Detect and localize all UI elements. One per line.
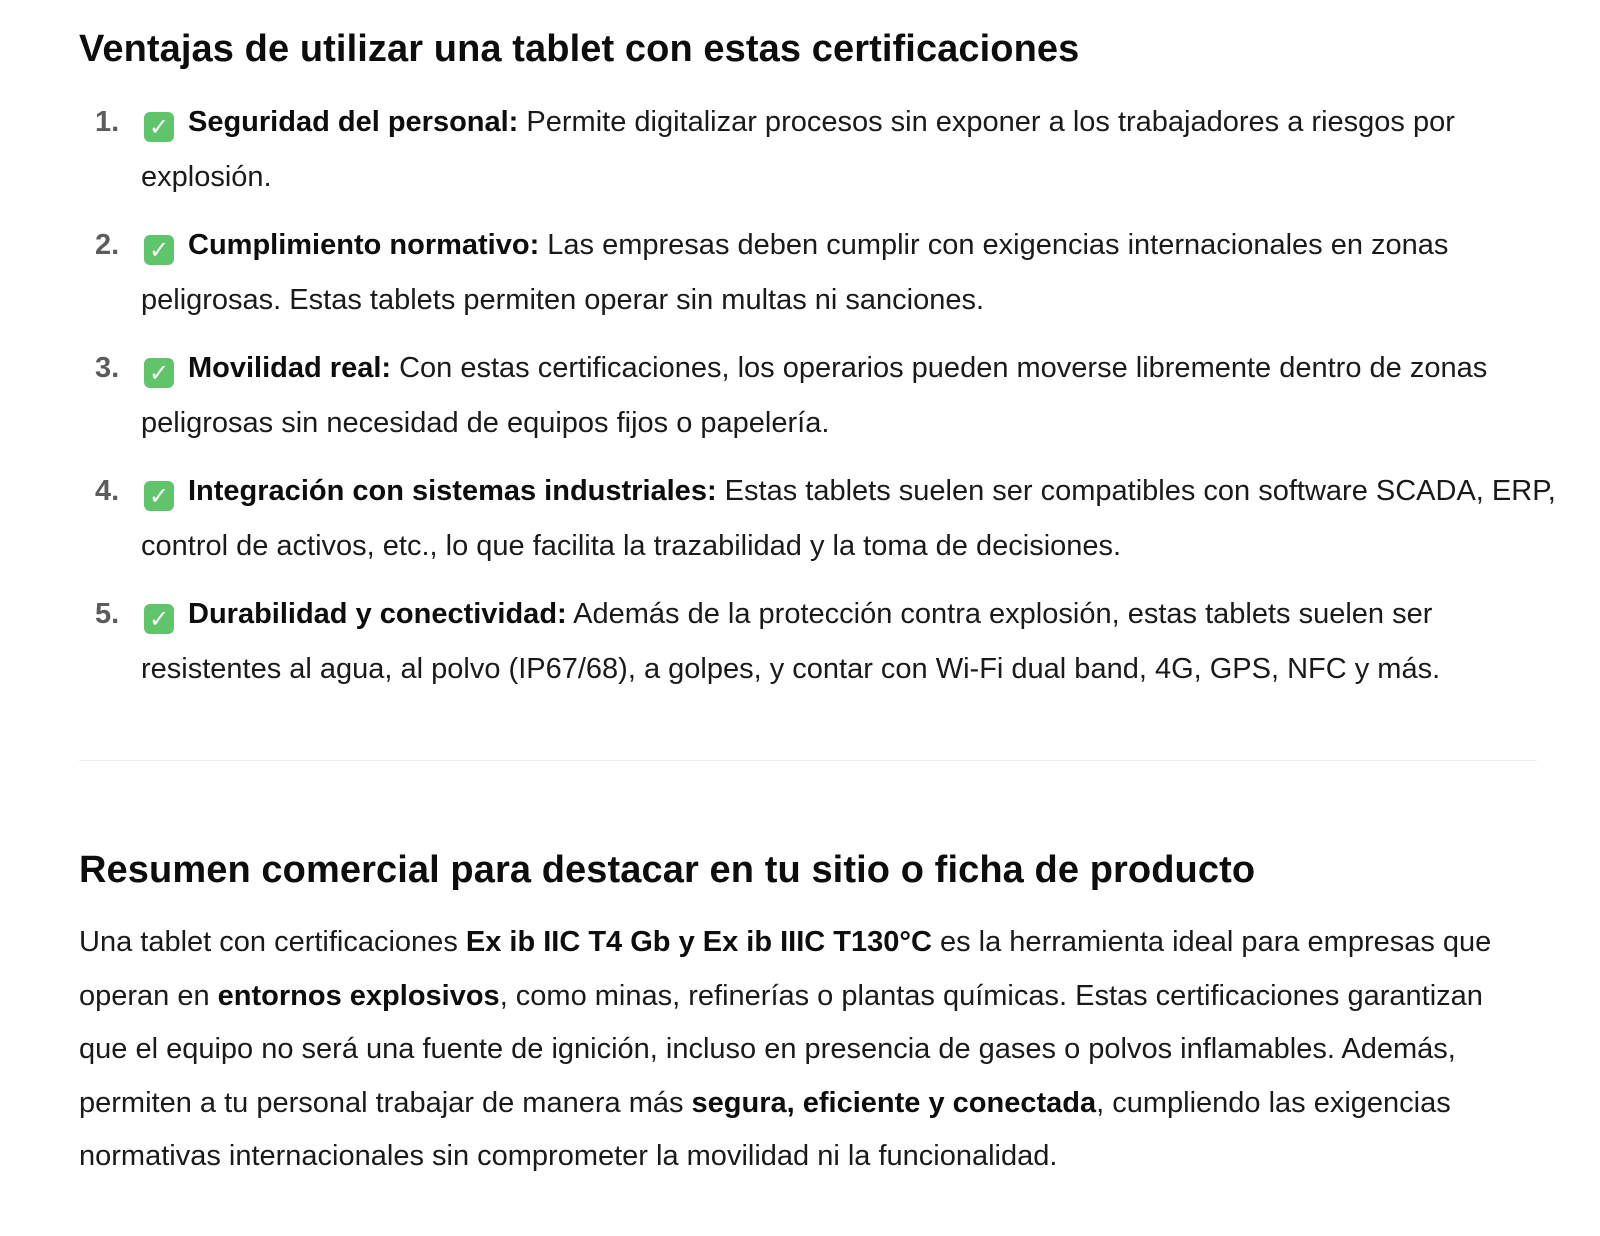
list-number: 4. [95,475,120,507]
item-label: Seguridad del personal: [188,106,519,138]
item-label: Integración con sistemas industriales: [188,475,717,507]
advantages-heading: Ventajas de utilizar una tablet con estas certificaciones [79,28,1080,70]
item-label: Cumplimiento normativo: [188,229,540,261]
check-mark-icon: ✓ [144,112,174,142]
benefits-emphasis: segura, eficiente y conectada [691,1086,1097,1119]
list-number: 2. [95,229,120,261]
item-text: Las empresas deben cumplir con exigencias internacionales en zonas peligrosas. Estas tablets permiten operar sin multas ni sanciones. [141,229,1449,316]
list-number: 5. [95,598,120,630]
item-text: Además de la protección contra explosión, estas tablets suelen ser resistentes al agua, al polvo (IP67/68), a golpes, y contar con Wi-Fi dual band, 4G, GPS, NFC y más. [141,598,1441,685]
list-item [79,341,1579,450]
summary-heading: Resumen comercial para destacar en tu sitio o ficha de producto [79,849,1256,891]
list-item [79,587,1579,696]
section-divider [79,760,1537,761]
summary-paragraph [79,916,1539,1184]
item-label: Durabilidad y conectividad: [188,598,567,630]
item-text: Permite digitalizar procesos sin exponer a los trabajadores a riesgos por explosión. [141,106,1455,193]
list-item [79,218,1579,327]
summary-text-1: Una tablet con certificaciones [79,926,466,958]
list-number: 3. [95,352,120,384]
summary-text-3: , como minas, refinerías o plantas químicas. Estas certificaciones garantizan que el equipo no será una fuente de ignición, incluso en presencia de gases o polvos inflamables. Además, permiten a tu personal trabajar de manera más [79,979,1483,1119]
check-mark-icon: ✓ [144,604,174,634]
item-text: Estas tablets suelen ser compatibles con software SCADA, ERP, control de activos, etc., lo que facilita la trazabilidad y la toma de decisiones. [141,475,1556,562]
list-item [79,464,1579,573]
item-label: Movilidad real: [188,352,392,384]
check-mark-icon: ✓ [144,481,174,511]
item-text: Con estas certificaciones, los operarios pueden moverse libremente dentro de zonas peligrosas sin necesidad de equipos fijos o papelería. [141,352,1488,439]
summary-text-2: es la herramienta ideal para empresas que operan en [79,926,1492,1012]
certifications-emphasis: Ex ib IIC T4 Gb y Ex ib IIIC T130°C [465,926,932,958]
summary-text-4: , cumpliendo las exigencias normativas internacionales sin comprometer la movilidad ni la funcionalidad. [79,1086,1451,1172]
check-mark-icon: ✓ [144,235,174,265]
list-number: 1. [95,106,120,138]
list-item [79,95,1579,204]
check-mark-icon: ✓ [144,358,174,388]
benefits-list [79,95,1579,710]
explosive-environments-emphasis: entornos explosivos [217,979,500,1012]
